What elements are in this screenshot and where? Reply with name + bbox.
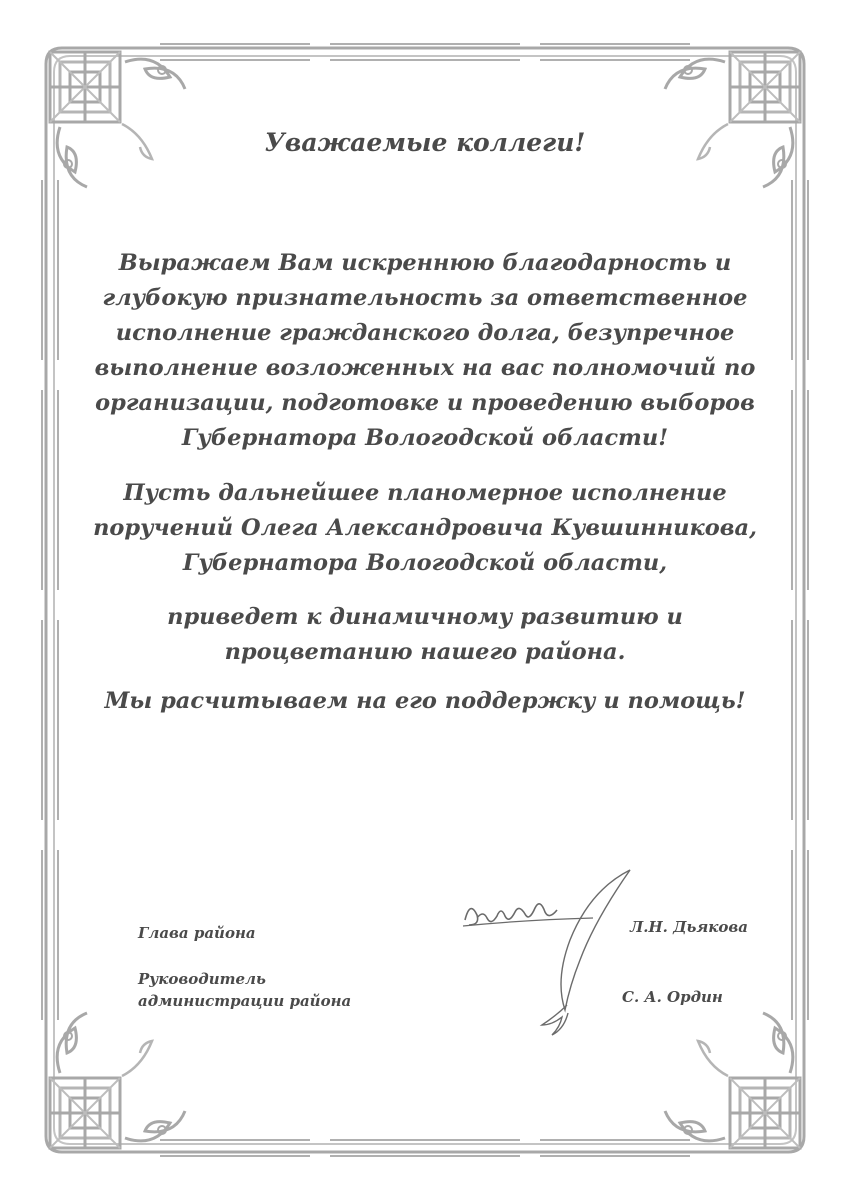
paragraph-line: Выражаем Вам искреннюю благодарность и bbox=[118, 250, 732, 276]
paragraph-line: поручений Олега Александровича Кувшинникова, bbox=[93, 515, 757, 541]
paragraph-line: организации, подготовке и проведению выборов bbox=[95, 390, 755, 416]
paragraph-gratitude bbox=[0, 246, 850, 456]
paragraph-line: Губернатора Вологодской области, bbox=[182, 550, 668, 576]
signatory-name-dyakova: Л.Н. Дьякова bbox=[630, 918, 749, 936]
paragraph-wish bbox=[0, 476, 850, 581]
celtic-knot-ornament-icon bbox=[665, 52, 800, 187]
paragraph-support bbox=[0, 684, 850, 719]
signatory-name-ordin: С. А. Ордин bbox=[622, 988, 723, 1006]
letter-greeting: Уважаемые коллеги! bbox=[264, 128, 586, 157]
paragraph-development bbox=[0, 600, 850, 670]
handwritten-signature-icon bbox=[455, 860, 635, 1040]
paragraph-line: процветанию нашего района. bbox=[224, 639, 626, 665]
paragraph-line: Губернатора Вологодской области! bbox=[181, 425, 669, 451]
paragraph-line: Мы расчитываем на его поддержку и помощь! bbox=[104, 688, 746, 714]
celtic-knot-ornament-icon bbox=[665, 1013, 800, 1148]
paragraph-line: выполнение возложенных на вас полномочий по bbox=[94, 355, 756, 381]
celtic-knot-ornament-icon bbox=[50, 1013, 185, 1148]
signatory-title-administration: Руководитель администрации района bbox=[138, 970, 352, 1010]
celtic-knot-ornament-icon bbox=[50, 52, 185, 187]
paragraph-line: глубокую признательность за ответственное bbox=[102, 285, 748, 311]
paragraph-line: приведет к динамичному развитию и bbox=[167, 604, 683, 630]
paragraph-line: Пусть дальнейшее планомерное исполнение bbox=[123, 480, 727, 506]
paragraph-line: исполнение гражданского долга, безупречное bbox=[115, 320, 735, 346]
signatory-title-head: Глава района bbox=[138, 924, 256, 942]
